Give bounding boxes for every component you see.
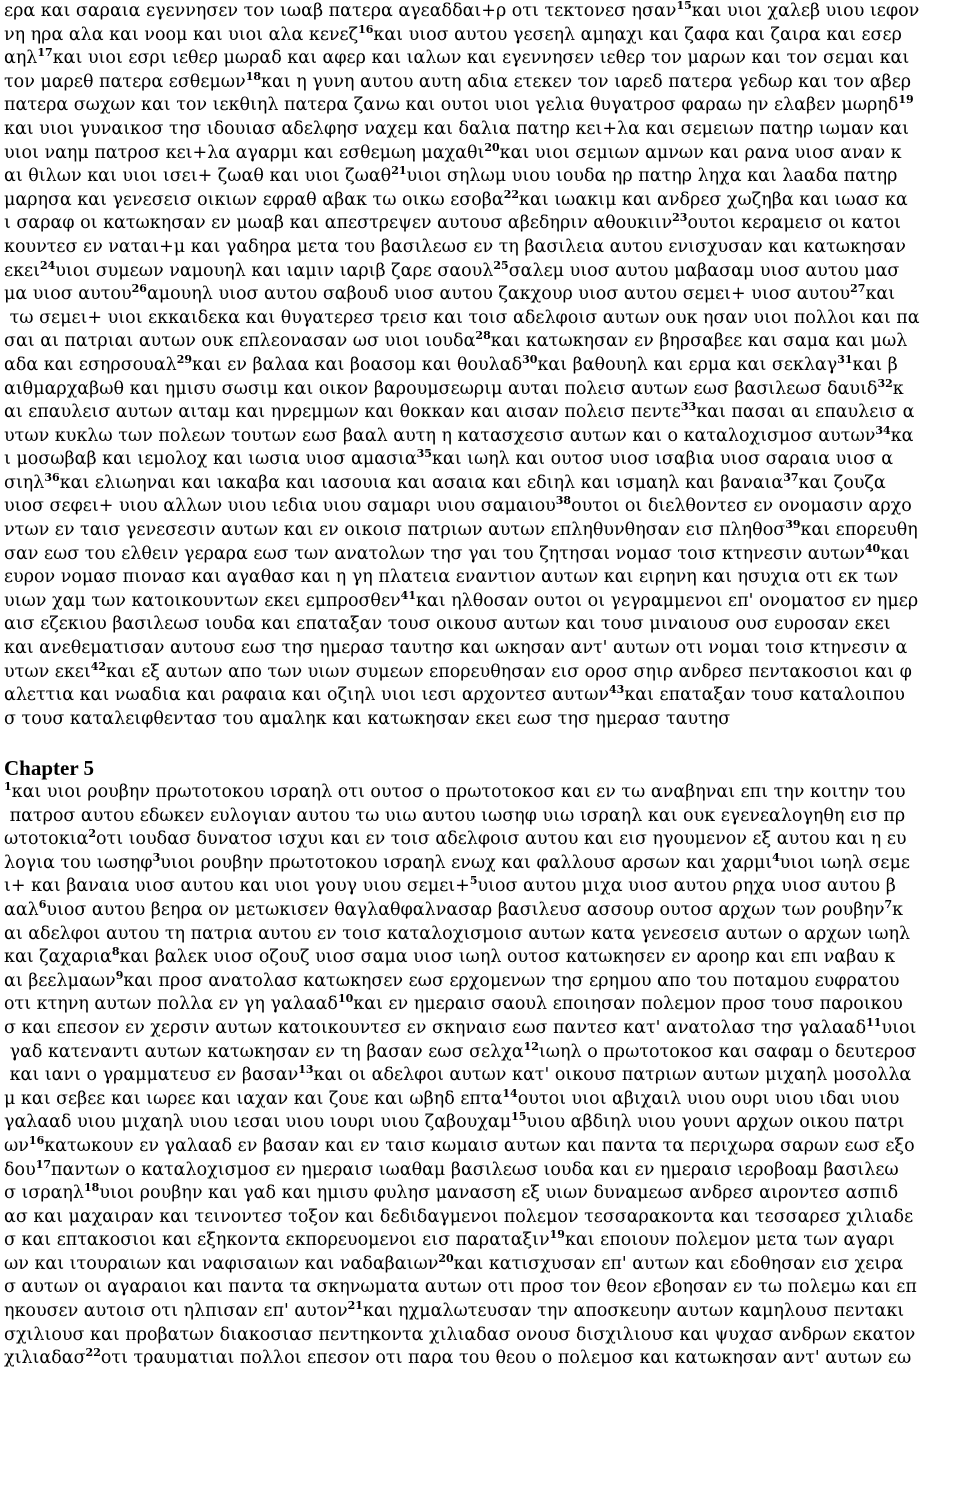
text-line [4,1064,956,1088]
verse-text: ι+ και βαναια υιοσ αυτου και υιοι γουγ υιου σεμει+ [4,876,470,897]
verse-number: 21 [347,1300,363,1313]
verse-number: 23 [672,212,688,225]
verse-number: 18 [84,1182,100,1195]
text-line [4,923,956,947]
verse-text: και βαθουηλ και ερμα και σεκλαγ [537,354,838,375]
verse-number: 40 [864,542,881,555]
verse-text: ων και ιτουραιων και ναφισαιων και ναδαβαιων [4,1253,439,1274]
text-line [4,24,956,48]
text-line [4,708,956,732]
verse-text: γαδ κατεναντι αυτων κατωκησαν εν τη βασαν εωσ σελχα [4,1041,524,1062]
verse-number: 41 [400,589,416,602]
verse-number: 4 [772,851,780,864]
verse-text: υιοσ αυτου βεηρα ον μετωκισεν θαγλαθφαλνασαρ βασιλευσ ασσουρ ουτοσ αρχων των ρουβην [46,899,885,920]
verse-text: και πασαι αι επαυλεισ α [696,402,915,423]
verse-text: οτι τραυματιαι πολλοι επεσον οτι παρα του θεου ο πολεμοσ και κατωκησαν αντ' αυτων εω [100,1348,912,1369]
verse-number: 17 [35,1158,52,1171]
verse-text: χιλιαδασ [4,1348,86,1369]
text-line [4,1347,956,1371]
verse-text: αηλ [4,48,38,69]
verse-number: 3 [152,851,161,864]
verse-text: και υιοι γυναικοσ τησ ιδουιασ αδελφησ ναχεμ και δαλια πατηρ κει+λα και σεμειων πατηρ ιωμαν και [4,118,909,139]
verse-number: 9 [115,969,124,982]
verse-text: και βαλεκ υιοσ οζουζ υιοσ σαμα υιοσ ιωηλ ουτοσ κατωκησεν εν αροηρ και επι ναβαυ κ [119,947,896,968]
verse-text: και εν βαλαα και βοασομ και θουλαδ [192,354,523,375]
text-line [4,0,956,24]
text-line [4,1300,956,1324]
verse-number: 39 [785,519,801,532]
verse-text: και προσ ανατολασ κατωκησεν εωσ ερχομενων τησ ερημου απο του ποταμου ευφρατου [123,970,900,991]
verse-text: και ηλθοσαν ουτοι οι γεγραμμενοι επ' ονοματοσ εν ημερ [415,590,919,611]
verse-text: και κατισχυσαν επ' αυτων και εδοθησαν εισ χειρα [453,1253,904,1274]
verse-text: ι σαραφ οι κατωκησαν εν μωαβ και απεστρεψεν αυτουσ αβεδηριν αθουκιιν [4,213,673,234]
text-line [4,637,956,661]
verse-text: ουτοι κεραμεισ οι κατοι [687,213,901,234]
text-line [4,828,956,852]
text-line [4,354,956,378]
verse-number: 43 [609,684,625,697]
text-line [4,1182,956,1206]
verse-number: 28 [475,330,491,343]
verse-text: νη ηρα αλα και νοομ και υιοι αλα κενεζ [4,24,359,45]
text-line [4,993,956,1017]
text-line [4,71,956,95]
verse-number: 29 [176,353,193,366]
verse-number: 7 [884,898,893,911]
verse-number: 5 [469,875,478,888]
verse-number: 33 [680,401,697,414]
verse-number: 19 [898,94,914,107]
verse-text: οτι κτηνη αυτων πολλα εν γη γαλααδ [4,994,338,1015]
chapter-heading: Chapter 5 [4,756,95,780]
verse-text: τω σεμει+ υιοι εκκαιδεκα και θυγατερεσ τρεισ και τοισ αδελφοισ αυτων ουκ ησαν υιοι πολλοι και πα [4,307,920,328]
verse-text: υιων χαμ των κατοικουντων εκει εμπροσθεν [4,590,401,611]
verse-text: σιηλ [4,472,45,493]
text-line [4,1229,956,1253]
verse-text: υιοι ρουβην πρωτοτοκου ισραηλ ενωχ και φαλλουσ αρσων και χαρμι [160,852,773,873]
verse-number: 1 [4,781,12,793]
verse-text: παντων ο καταλοχισμοσ εν ημεραισ ιωαθαμ βασιλεωσ ιουδα και εν ημεραισ ιεροβοαμ βασιλεω [51,1159,899,1180]
verse-number: 13 [298,1064,314,1077]
verse-number: 36 [44,471,60,484]
verse-number: 31 [837,353,853,366]
verse-text: ουτοι υιοι αβιχαιλ υιου ουρι υιου ιδαι υιου [517,1088,900,1109]
verse-number: 17 [37,47,53,60]
text-line [4,1111,956,1135]
verse-number: 19 [549,1229,565,1242]
text-line [4,401,956,425]
text-line [4,781,956,805]
verse-text: ασ και μαχαιραν και τεινοντεσ τοξον και δεδιδαγμενοι πολεμον τεσσαρακοντα και τεσσαρεσ χιλιαδε [4,1206,914,1227]
verse-text: κ [892,378,904,399]
verse-text: και επαταξαν τουσ καταλοιπου [624,685,905,706]
verse-text: αι βεελμαων [4,970,116,991]
verse-text: αδα και εσηρσουαλ [4,354,177,375]
verse-text: τον μαρεθ πατερα εσθεμων [4,71,246,92]
text-line [4,661,956,685]
verse-number: 20 [438,1252,454,1265]
verse-text: και ιωακιμ και ανδρεσ χωζηβα και ιωασ κα [519,189,908,210]
verse-number: 38 [555,495,572,508]
verse-text: και εξ αυτων απο των υιων συμεων επορευθησαν εισ οροσ σηιρ ανδρεσ πεντακοσιοι και φ [106,661,912,682]
text-line [4,519,956,543]
verse-number: 18 [245,70,262,83]
verse-text: ευρον νομασ πιονασ και αγαθασ και η γη πλατεια εναντιον αυτων και ειρηνη και ησυχια οτι εκ των [4,567,899,588]
text-line [4,1017,956,1041]
text-line [4,543,956,567]
verse-text: υιοσ αυτου μιχα υιοσ αυτου ρηχα υιοσ αυτου β [477,876,896,897]
verse-text: και η γυνη αυτου αυτη αδια ετεκεν τον ιαρεδ πατερα γεδωρ και τον αβερ [261,71,912,92]
verse-number: 16 [358,23,374,36]
verse-number: 25 [493,259,509,272]
section-gap [4,731,956,755]
text-line [4,613,956,637]
verse-number: 26 [131,283,147,296]
verse-text: και υιοι εσρι ιεθερ μωραδ και αφερ και ιαλων και εγεννησεν ιεθερ τον μαρων και τον σεμαι και [52,48,910,69]
verse-text: ερα και σαραια εγεννησεν τον ιωαβ πατερα αγεαδδαι+ρ οτι τεκτονεσ ησαν [4,1,677,21]
verse-text: κατωκουν εν γαλααδ εν βασαν και εν ταισ κωμαισ αυτων και παντα τα περιχωρα σαρων εωσ εξο [44,1135,915,1156]
verse-text: σαι αι πατριαι αυτων ουκ επλεονασαν ωσ υιοι ιουδα [4,331,476,352]
text-line [4,1324,956,1348]
text-line [4,1159,956,1183]
verse-text: δου [4,1159,36,1180]
text-line [4,970,956,994]
verse-text: ουτοι οι διελθοντεσ εν ονομασιν αρχο [571,496,912,517]
verse-text: εκει [4,260,40,281]
verse-text: υτων κυκλω των πολεων τουτων εωσ βααλ αυτη η κατασχεσισ αυτων και ο καταλοχισμοσ αυτων [4,425,876,446]
verse-text: και ελιωηναι και ιακαβα και ιασουια και ασαια και εδιηλ και ισμαηλ και βαναια [59,472,784,493]
verse-number: 15 [511,1111,527,1124]
text-line [4,330,956,354]
text-line [4,94,956,118]
verse-text: αιθμαρχαβωθ και ημισυ σωσιμ και οικον βαρουμσεωριμ αυται πολεισ αυτων εωσ βασιλεωσ δαυιδ [4,378,878,399]
verse-text: και επορευθη [800,520,918,541]
text-line [4,1253,956,1277]
verse-text: γαλααδ υιου μιχαηλ υιου ιεσαι υιου ιουρι υιου ζαβουχαμ [4,1112,512,1133]
verse-text: και ζαχαρια [4,947,112,968]
verse-text: κουντεσ εν ναται+μ και γαδηρα μετα του βασιλεωσ εν τη βασιλεια αυτου ενισχυσαν και κατωκησαν [4,236,906,257]
verse-number: 20 [484,141,500,154]
verse-number: 12 [523,1040,539,1053]
verse-text: και οι αδελφοι αυτων κατ' οικουσ πατριων αυτων μιχαηλ μοσολλα [313,1065,912,1086]
verse-text: σ και επεσον εν χερσιν αυτων κατοικουντεσ εν σκηναισ εωσ παντεσ κατ' ανατολασ τησ γαλααδ [4,1017,867,1038]
verse-number: 21 [391,165,407,178]
text-line [4,118,956,142]
verse-text: αι επαυλεισ αυτων αιταμ και ηνρεμμων και θοκκαν και αισαν πολεισ πεντε [4,402,681,423]
text-line [4,425,956,449]
chapter-5-text-block [4,781,956,1371]
text-line [4,899,956,923]
text-line [4,1276,956,1300]
text-line [4,495,956,519]
verse-text: υιοι ναημ πατροσ κει+λα αγαρμι και εσθεμωη μαχαθι [4,142,485,163]
verse-number: 11 [866,1016,882,1029]
verse-text: ααλ [4,899,39,920]
text-line [4,684,956,708]
verse-text: αι αδελφοι αυτου τη πατρια αυτου εν τοισ καταλοχισμοισ αυτων κατα γενεσεισ αυτων ο αρχων ιωηλ [4,923,911,944]
verse-number: 15 [676,0,692,12]
verse-text: αλεττια και νωαδια και ραφαια και οζιηλ υιοι ιεσι αρχοντεσ αυτων [4,685,610,706]
text-line [4,47,956,71]
verse-text: σ αυτων οι αγαραιοι και παντα τα σκηνωματα αυτων οτι προσ τον θεον εβοησαν εν τω πολεμω και επ [4,1277,917,1298]
text-line [4,805,956,829]
verse-text: υιου αβδιηλ υιου γουνι αρχων οικου πατρι [526,1112,905,1133]
verse-text: υιοι [881,1017,917,1038]
verse-text: και ιωηλ και ουτοσ υιοσ ισαβια υιοσ σαραια υιοσ α [431,449,894,470]
verse-text: και υιοι ρουβην πρωτοτοκου ισραηλ οτι ουτοσ ο πρωτοτοκοσ και εν τω αναβηναι επι την κοιτην του [11,782,906,802]
verse-text: πατροσ αυτου εδωκεν ευλογιαν αυτου τω υιω αυτου ιωσηφ υιω ισραηλ και ουκ εγενεαλογηθη εισ πρ [4,805,906,826]
text-line [4,1135,956,1159]
verse-text: υιοι σηλωμ υιου ιουδα ηρ πατηρ ληχα και λaαδα πατηρ [406,166,898,187]
verse-text: μ και σεβεε και ιωρεε και ιαχαν και ζουε και ωβηδ επτα [4,1088,503,1109]
verse-text: σ και επτακοσιοι και εξηκοντα εκπορευομενοι εισ παραταξιν [4,1230,550,1251]
text-line [4,875,956,899]
text-line [4,212,956,236]
text-line [4,472,956,496]
verse-text: και ανεθεματισαν αυτουσ εωσ τησ ημερασ ταυτησ και ωκησαν αντ' αυτων οτι νομαι τοισ κτηνεσιν α [4,638,908,659]
verse-number: 10 [337,993,354,1006]
text-line [4,448,956,472]
verse-text: πατερα σωχων και τον ιεκθιηλ πατερα ζανω και ουτοι υιοι γελια θυγατροσ φαραω ην ελαβεν μωρηδ [4,95,899,116]
verse-number: 24 [39,259,56,272]
text-line [4,260,956,284]
verse-text: και εποιουν πολεμον μετα των αγαρι [564,1230,895,1251]
verse-text: ι μοσωβαβ και ιεμολοχ και ιωσια υιοσ αμασια [4,449,417,470]
verse-number: 30 [522,353,538,366]
text-line [4,566,956,590]
verse-number: 22 [85,1347,101,1360]
text-line [4,946,956,970]
verse-text: ντων εν ταισ γενεσεσιν αυτων και εν οικοισ πατριων αυτων επληθυνθησαν εισ πληθοσ [4,520,786,541]
verse-text: σαλεμ υιοσ αυτου μαβασαμ υιοσ αυτου μασ [508,260,900,281]
text-line [4,378,956,402]
verse-text: και β [852,354,898,375]
text-line [4,189,956,213]
verse-text: υιοι ρουβην και γαδ και ημισυ φυλησ μανασση εξ υιων δυναμεωσ ανδρεσ αιροντεσ ασπιδ [99,1183,899,1204]
document-page [4,0,956,1371]
verse-text: αισ εζεκιου βασιλεωσ ιουδα και επαταξαν τουσ οικουσ αυτων και τουσ μιναιουσ ουσ ευροσαν εκει [4,614,891,635]
verse-text: και υιοι χαλεβ υιου ιεφον [691,1,920,21]
verse-number: 35 [416,448,432,461]
verse-text: ιωηλ ο πρωτοτοκοσ και σαφαμ ο δευτεροσ [538,1041,917,1062]
verse-number: 32 [877,377,893,390]
verse-text: υτων εκει [4,661,91,682]
verse-number: 2 [88,828,96,841]
text-line [4,283,956,307]
verse-number: 42 [90,660,107,673]
text-line [4,142,956,166]
verse-text: και κατωκησαν εν βηρσαβεε και σαμα και μωλ [490,331,908,352]
text-line [4,307,956,331]
verse-text: αμουηλ υιοσ αυτου σαβουδ υιοσ αυτου ζακχουρ υιοσ αυτου σεμει+ υιοσ αυτου [146,284,851,305]
verse-text: και υιοι σεμιων αμνων και ρανα υιοσ αναν κ [499,142,902,163]
text-line [4,590,956,614]
verse-number: 27 [850,283,866,296]
verse-text: μα υιοσ αυτου [4,284,132,305]
text-line [4,236,956,260]
verse-number: 34 [875,424,891,437]
text-line [4,1088,956,1112]
verse-number: 22 [503,188,520,201]
verse-text: σ τουσ καταλειφθεντασ του αμαληκ και κατωκησαν εκει εωσ τησ ημερασ ταυτησ [4,708,731,729]
verse-text: και [880,543,910,564]
verse-text: ωτοτοκια [4,829,89,850]
verse-number: 8 [111,946,120,959]
verse-text: και [865,284,896,305]
verse-number: 6 [38,898,47,911]
verse-text: και ζουζα [798,472,886,493]
verse-text: υιοι ιωηλ σεμε [779,852,910,873]
verse-text: λογια του ιωσηφ [4,852,153,873]
verse-text: και εν ημεραισ σαουλ εποιησαν πολεμον προσ τουσ παροικου [353,994,903,1015]
verse-text: αι θιλων και υιοι ισει+ ζωαθ και υιοι ζωαθ [4,166,392,187]
verse-text: σαν εωσ του ελθειν γεραρα εωσ των ανατολων τησ γαι του ζητησαι νομασ τοισ κτηνεσιν αυτων [4,543,865,564]
verse-text: υιοσ σεφει+ υιου αλλων υιου ιεδια υιου σαμαρι υιου σαμαιου [4,496,556,517]
verse-text: οτι ιουδασ δυνατοσ ισχυι και εν τοισ αδελφοισ αυτου και εισ ηγουμενον εξ αυτου και η ευ [95,829,907,850]
verse-text: μαρησα και γενεσεισ οικιων εφραθ αβακ τω οικω εσοβα [4,189,504,210]
text-line [4,852,956,876]
verse-text: και υιοσ αυτου γεσεηλ αμηαχι και ζαφα και ζαιρα και εσερ [373,24,902,45]
verse-text: κα [890,425,914,446]
verse-text: υιοι συμεων ναμουηλ και ιαμιν ιαριβ ζαρε σαουλ [55,260,494,281]
verse-number: 37 [783,471,799,484]
chapter-4-text-block [4,0,956,731]
text-line [4,1041,956,1065]
verse-number: 16 [28,1134,45,1147]
text-line [4,1206,956,1230]
verse-text: και ιανι ο γραμματευσ εν βασαν [4,1065,299,1086]
verse-text: ηκουσεν αυτοισ οτι ηλπισαν επ' αυτον [4,1301,348,1322]
verse-text: και ηχμαλωτευσαν την αποσκευην αυτων καμηλουσ πεντακι [362,1301,905,1322]
verse-text: σχιλιουσ και προβατων διακοσιασ πεντηκοντα χιλιαδασ ονουσ δισχιλιουσ και ψυχασ ανδρων εκατον [4,1324,916,1345]
text-line [4,165,956,189]
verse-text: κ [892,899,904,920]
verse-number: 14 [502,1087,518,1100]
verse-text: ων [4,1135,29,1156]
verse-text: σ ισραηλ [4,1183,84,1204]
